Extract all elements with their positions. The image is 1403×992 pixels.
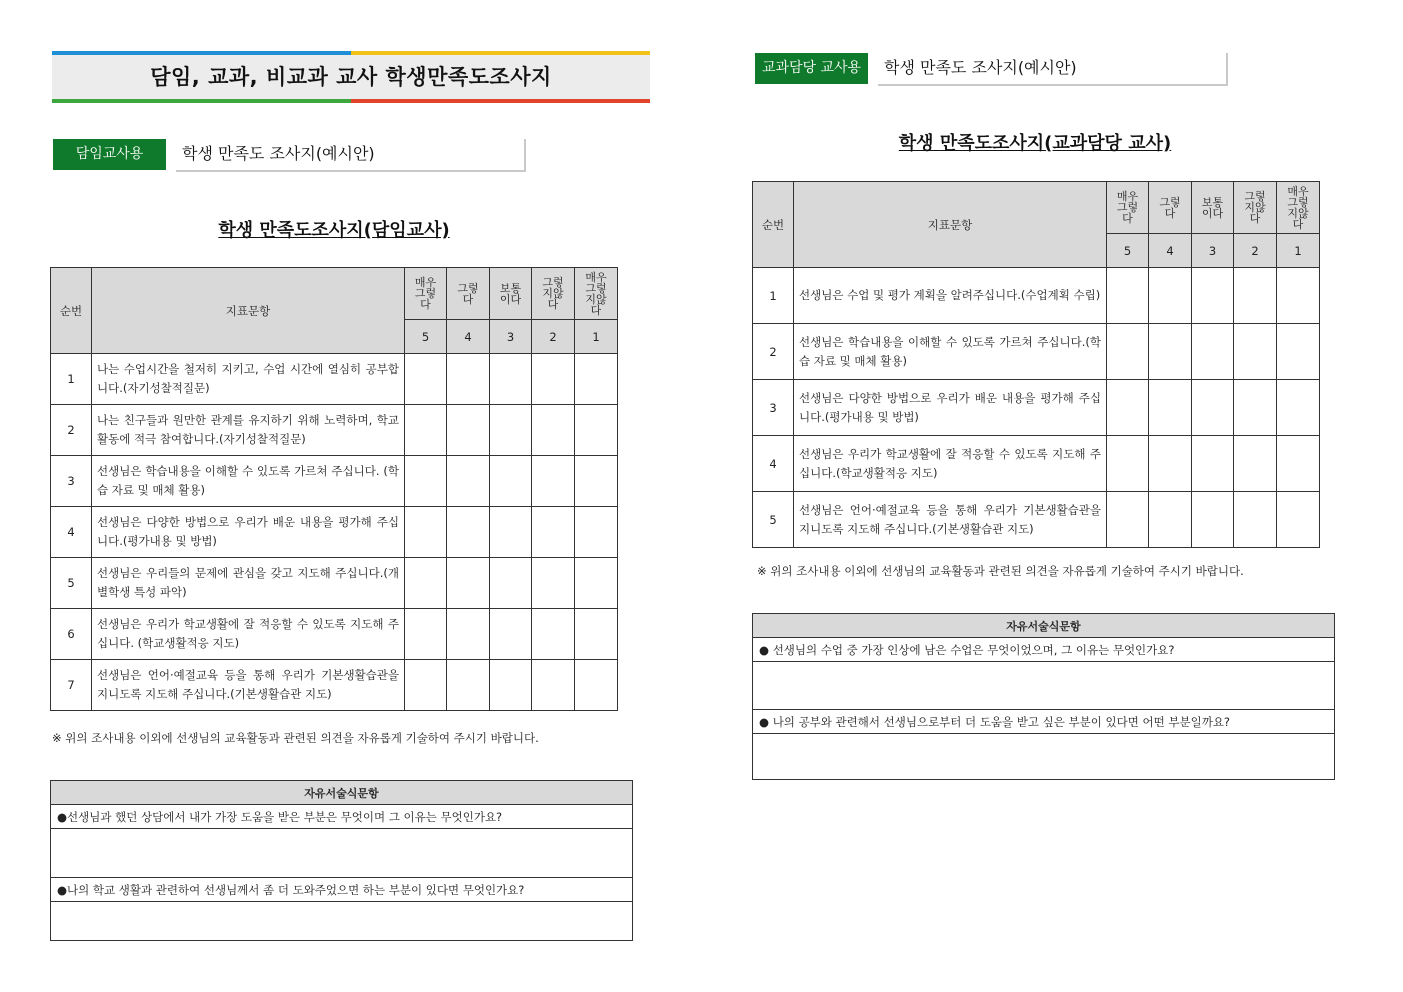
rating-cell[interactable] <box>1107 380 1149 436</box>
header-scale-label: 매우 그렇 지않 다 <box>1277 182 1320 234</box>
row-number: 3 <box>51 456 92 507</box>
free-answer-box[interactable] <box>51 829 633 878</box>
header-scale-label: 그렇 지않 다 <box>532 268 575 320</box>
subject-note: ※ 위의 조사내용 이외에 선생님의 교육활동과 관련된 의견을 자유롭게 기술하여 주시기 바랍니다. <box>757 564 1244 578</box>
row-question: 선생님은 우리가 학교생활에 잘 적응할 수 있도록 지도해 주십니다.(학교생활적응 지도) <box>794 436 1107 492</box>
homeroom-note: ※ 위의 조사내용 이외에 선생님의 교육활동과 관련된 의견을 자유롭게 기술하여 주시기 바랍니다. <box>52 731 539 745</box>
rating-cell[interactable] <box>1149 268 1192 324</box>
rating-cell[interactable] <box>575 456 618 507</box>
row-question: 선생님은 다양한 방법으로 우리가 배운 내용을 평가해 주십니다.(평가내용 및 방법) <box>92 507 405 558</box>
header-scale-value: 2 <box>532 320 575 354</box>
subject-tagline: 학생 만족도 조사지(예시안) <box>878 53 1228 86</box>
rating-cell[interactable] <box>447 456 490 507</box>
rating-cell[interactable] <box>532 507 575 558</box>
header-scale-label: 매우 그렇 다 <box>405 268 447 320</box>
main-title-banner <box>52 51 650 103</box>
rating-cell[interactable] <box>532 354 575 405</box>
rating-cell[interactable] <box>447 558 490 609</box>
rating-cell[interactable] <box>490 609 532 660</box>
row-question: 선생님은 언어·예절교육 등을 통해 우리가 기본생활습관을 지니도록 지도해 주십니다.(기본생활습관 지도) <box>92 660 405 711</box>
header-no: 순번 <box>51 268 92 354</box>
rating-cell[interactable] <box>1107 436 1149 492</box>
rating-cell[interactable] <box>1107 324 1149 380</box>
row-question: 나는 친구들과 원만한 관계를 유지하기 위해 노력하며, 학교활동에 적극 참여합니다.(자기성찰적질문) <box>92 405 405 456</box>
rating-cell[interactable] <box>405 405 447 456</box>
rating-cell[interactable] <box>490 558 532 609</box>
rating-cell[interactable] <box>1192 436 1234 492</box>
row-question: 선생님은 우리들의 문제에 관심을 갖고 지도해 주십니다.(개별학생 특성 파악) <box>92 558 405 609</box>
rating-cell[interactable] <box>1192 268 1234 324</box>
rating-cell[interactable] <box>405 507 447 558</box>
header-scale-value: 4 <box>447 320 490 354</box>
rating-cell[interactable] <box>575 609 618 660</box>
rating-cell[interactable] <box>405 660 447 711</box>
free-question: ● 나의 공부와 관련해서 선생님으로부터 더 도움을 받고 싶은 부분이 있다면 어떤 부분일까요? <box>753 710 1335 734</box>
row-question: 선생님은 수업 및 평가 계획을 알려주십니다.(수업계획 수립) <box>794 268 1107 324</box>
rating-cell[interactable] <box>1277 268 1320 324</box>
rating-cell[interactable] <box>532 660 575 711</box>
rating-cell[interactable] <box>575 660 618 711</box>
rating-cell[interactable] <box>405 609 447 660</box>
rating-cell[interactable] <box>490 354 532 405</box>
header-scale-label: 매우 그렇 다 <box>1107 182 1149 234</box>
table-row <box>51 609 618 660</box>
free-answer-box[interactable] <box>753 662 1335 710</box>
header-scale-value: 1 <box>1277 234 1320 268</box>
main-title: 담임, 교과, 비교과 교사 학생만족도조사지 <box>150 65 552 89</box>
rating-cell[interactable] <box>490 507 532 558</box>
header-item: 지표문항 <box>92 268 405 354</box>
header-scale-value: 5 <box>405 320 447 354</box>
table-row <box>51 507 618 558</box>
banner-top-color-bar <box>52 51 650 55</box>
row-number: 1 <box>753 268 794 324</box>
table-row <box>753 324 1320 380</box>
table-row <box>753 268 1320 324</box>
rating-cell[interactable] <box>405 456 447 507</box>
free-question: ● 선생님의 수업 중 가장 인상에 남은 수업은 무엇이었으며, 그 이유는 무엇인가요? <box>753 638 1335 662</box>
rating-cell[interactable] <box>1277 324 1320 380</box>
row-question: 선생님은 다양한 방법으로 우리가 배운 내용을 평가해 주십니다.(평가내용 및 방법) <box>794 380 1107 436</box>
header-scale-label: 그렇 다 <box>447 268 490 320</box>
rating-cell[interactable] <box>1107 492 1149 548</box>
header-scale-value: 1 <box>575 320 618 354</box>
rating-cell[interactable] <box>1234 324 1277 380</box>
rating-cell[interactable] <box>532 456 575 507</box>
rating-cell[interactable] <box>1149 324 1192 380</box>
header-scale-value: 2 <box>1234 234 1277 268</box>
header-scale-label: 매우 그렇 지않 다 <box>575 268 618 320</box>
rating-cell[interactable] <box>1192 324 1234 380</box>
rating-cell[interactable] <box>447 405 490 456</box>
rating-cell[interactable] <box>1277 380 1320 436</box>
header-scale-value: 5 <box>1107 234 1149 268</box>
rating-cell[interactable] <box>1277 436 1320 492</box>
table-row <box>51 660 618 711</box>
row-question: 선생님은 언어·예절교육 등을 통해 우리가 기본생활습관을 지니도록 지도해 주십니다.(기본생활습관 지도) <box>794 492 1107 548</box>
rating-cell[interactable] <box>1234 436 1277 492</box>
row-number: 4 <box>753 436 794 492</box>
free-text-header: 자유서술식문항 <box>51 781 633 805</box>
header-scale-value: 4 <box>1149 234 1192 268</box>
banner-bottom-color-bar <box>52 99 650 103</box>
homeroom-survey-title: 학생 만족도조사지(담임교사) <box>218 220 450 241</box>
rating-cell[interactable] <box>1192 380 1234 436</box>
rating-cell[interactable] <box>532 609 575 660</box>
row-number: 3 <box>753 380 794 436</box>
header-scale-label: 그렇 다 <box>1149 182 1192 234</box>
table-row <box>753 380 1320 436</box>
rating-cell[interactable] <box>447 507 490 558</box>
rating-cell[interactable] <box>1192 492 1234 548</box>
rating-cell[interactable] <box>405 354 447 405</box>
header-scale-value: 3 <box>1192 234 1234 268</box>
rating-cell[interactable] <box>532 558 575 609</box>
table-row <box>753 492 1320 548</box>
table-row <box>51 405 618 456</box>
row-number: 5 <box>753 492 794 548</box>
table-row <box>51 456 618 507</box>
subject-free-text-table <box>752 613 1335 780</box>
table-row <box>51 558 618 609</box>
rating-cell[interactable] <box>405 558 447 609</box>
free-question: ●나의 학교 생활과 관련하여 선생님께서 좀 더 도와주었으면 하는 부분이 있다면 무엇인가요? <box>51 878 633 902</box>
free-answer-box[interactable] <box>51 902 633 941</box>
row-question: 나는 수업시간을 철저히 지키고, 수업 시간에 열심히 공부합니다.(자기성찰적질문) <box>92 354 405 405</box>
homeroom-tagline: 학생 만족도 조사지(예시안) <box>176 139 526 172</box>
header-no: 순번 <box>753 182 794 268</box>
header-item: 지표문항 <box>794 182 1107 268</box>
homeroom-free-text-table <box>50 780 633 941</box>
rating-cell[interactable] <box>1107 268 1149 324</box>
rating-cell[interactable] <box>447 609 490 660</box>
rating-cell[interactable] <box>1277 492 1320 548</box>
rating-cell[interactable] <box>490 456 532 507</box>
subject-rating-table <box>752 181 1320 548</box>
row-number: 5 <box>51 558 92 609</box>
subject-survey-title: 학생 만족도조사지(교과담당 교사) <box>898 133 1172 154</box>
header-scale-label: 보통 이다 <box>490 268 532 320</box>
free-answer-box[interactable] <box>753 734 1335 780</box>
rating-cell[interactable] <box>1234 380 1277 436</box>
row-number: 1 <box>51 354 92 405</box>
rating-cell[interactable] <box>490 405 532 456</box>
rating-cell[interactable] <box>575 507 618 558</box>
subject-tag: 교과담당 교사용 <box>755 53 868 84</box>
free-text-header: 자유서술식문항 <box>753 614 1335 638</box>
rating-cell[interactable] <box>1149 436 1192 492</box>
row-number: 2 <box>51 405 92 456</box>
rating-cell[interactable] <box>575 558 618 609</box>
homeroom-rating-table <box>50 267 618 711</box>
rating-cell[interactable] <box>532 405 575 456</box>
table-row <box>753 436 1320 492</box>
row-number: 6 <box>51 609 92 660</box>
rating-cell[interactable] <box>1234 492 1277 548</box>
row-number: 7 <box>51 660 92 711</box>
homeroom-tag: 담임교사용 <box>53 139 166 170</box>
row-number: 4 <box>51 507 92 558</box>
row-question: 선생님은 학습내용을 이해할 수 있도록 가르쳐 주십니다. (학습 자료 및 매체 활용) <box>92 456 405 507</box>
rating-cell[interactable] <box>447 660 490 711</box>
table-row <box>51 354 618 405</box>
rating-cell[interactable] <box>490 660 532 711</box>
rating-cell[interactable] <box>1234 268 1277 324</box>
rating-cell[interactable] <box>575 354 618 405</box>
header-scale-value: 3 <box>490 320 532 354</box>
header-scale-label: 그렇 지않 다 <box>1234 182 1277 234</box>
header-scale-label: 보통 이다 <box>1192 182 1234 234</box>
rating-cell[interactable] <box>447 354 490 405</box>
row-question: 선생님은 우리가 학교생활에 잘 적응할 수 있도록 지도해 주십니다. (학교생활적응 지도) <box>92 609 405 660</box>
rating-cell[interactable] <box>1149 492 1192 548</box>
free-question: ●선생님과 했던 상담에서 내가 가장 도움을 받은 부분은 무엇이며 그 이유는 무엇인가요? <box>51 805 633 829</box>
row-number: 2 <box>753 324 794 380</box>
rating-cell[interactable] <box>575 405 618 456</box>
rating-cell[interactable] <box>1149 380 1192 436</box>
row-question: 선생님은 학습내용을 이해할 수 있도록 가르쳐 주십니다.(학습 자료 및 매체 활용) <box>794 324 1107 380</box>
